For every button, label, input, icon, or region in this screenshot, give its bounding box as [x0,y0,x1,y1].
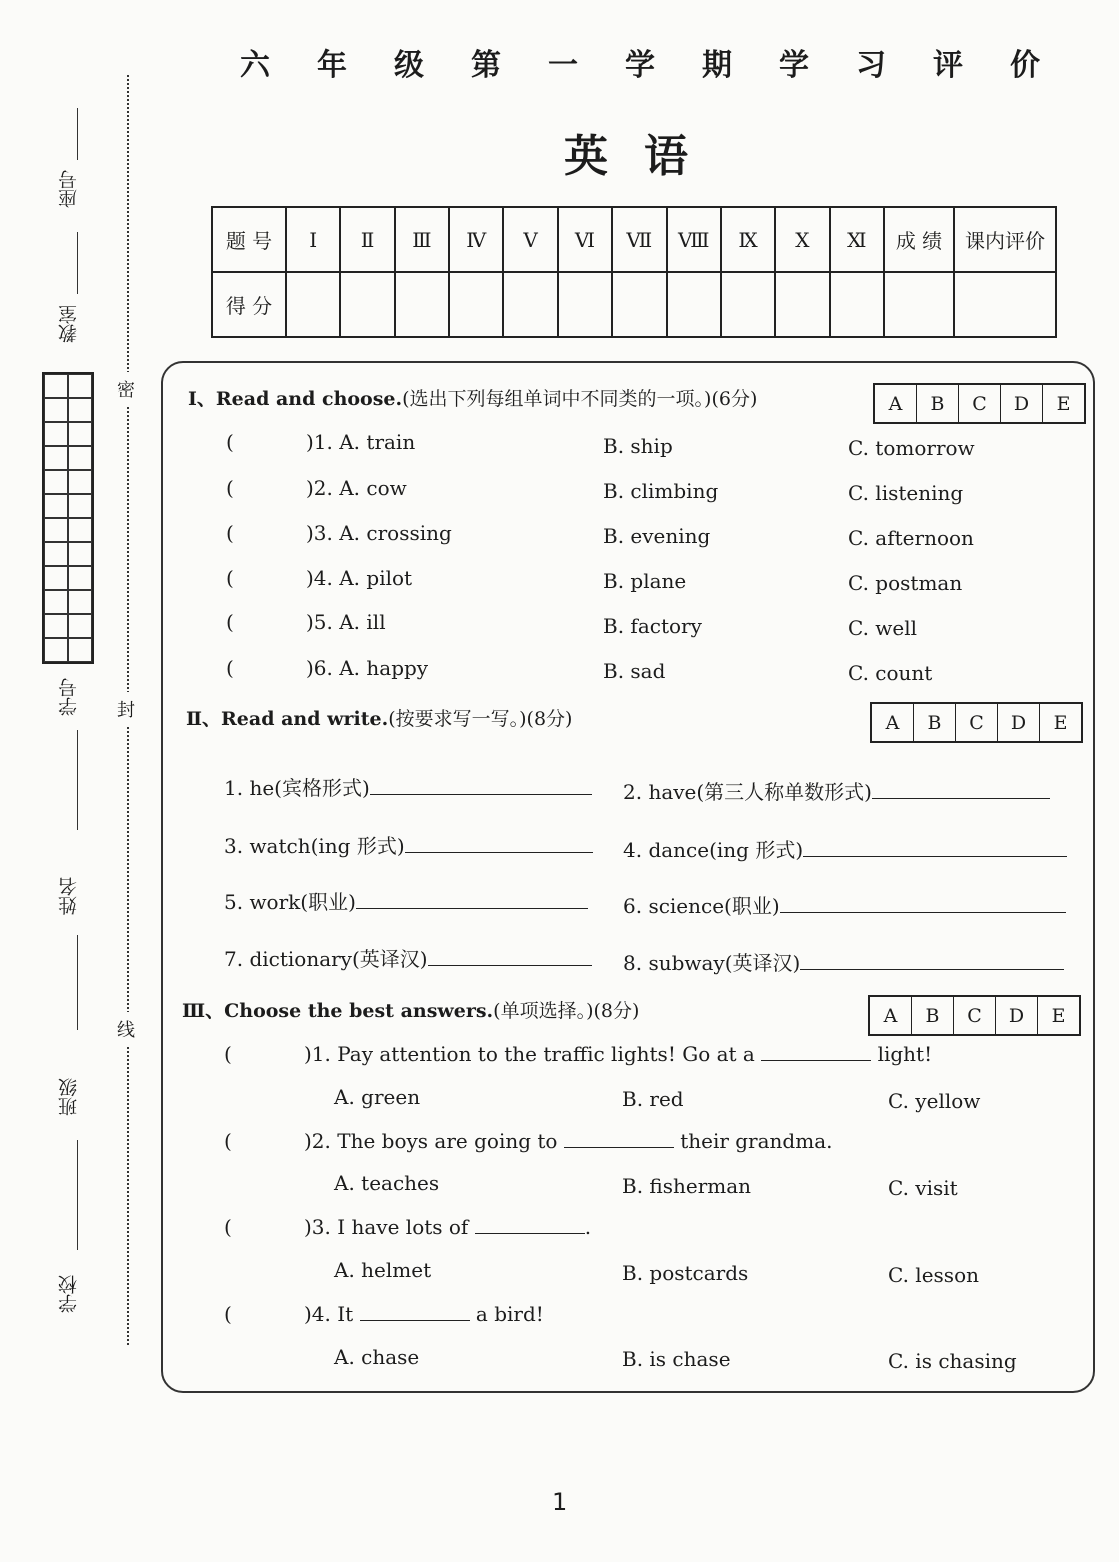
grade-d[interactable]: D [997,704,1039,741]
answer-paren[interactable]: ( [226,430,234,454]
section3-grade-boxes[interactable] [868,995,1081,1036]
score-col-header: Ⅷ [667,207,721,272]
name-field[interactable] [77,935,78,1030]
score-row-label: 题 号 [212,207,286,272]
write-prompt-text: 2. have(第三人称单数形式) [623,780,872,804]
write-answer-blank[interactable] [370,794,592,795]
mc-question [304,1129,832,1153]
mc-option-b: B. fisherman [622,1174,752,1198]
mc-question-stem: )3. I have lots of [304,1215,469,1239]
grade-d[interactable]: D [1000,385,1042,422]
item-option-c: C. listening [848,481,964,505]
mc-option-c: C. is chasing [888,1349,1017,1373]
mc-question-end: a bird! [475,1302,544,1326]
score-cell[interactable] [395,272,449,337]
answer-paren[interactable]: ( [226,656,234,680]
section1-title-en: Read and choose. [215,388,403,410]
mc-option-a: A. chase [334,1345,420,1369]
grade-a[interactable]: A [885,711,900,734]
grade-d[interactable]: D [995,997,1037,1034]
grade-c[interactable]: C [958,385,1000,422]
score-cell[interactable] [721,272,775,337]
score-cell[interactable] [503,272,557,337]
item-option-c: C. count [848,661,933,685]
score-cell[interactable] [775,272,829,337]
item-option-b: B. climbing [603,479,719,503]
item-option-b: B. sad [603,659,666,683]
mc-question-stem: )4. It [304,1302,354,1326]
score-col-header: 成 绩 [884,207,954,272]
mc-question-end: . [584,1215,592,1239]
title-char: 学 [779,48,809,83]
section1-title-cn: (选出下列每组单词中不同类的一项。)(6分) [402,388,758,410]
item-option-a: )2. A. cow [306,476,407,500]
write-prompt [224,830,593,859]
write-prompt [224,886,588,915]
item-option-c: C. afternoon [848,526,974,550]
mc-question-end: light! [877,1042,933,1066]
write-prompt [623,776,1050,805]
write-answer-blank[interactable] [872,798,1050,799]
write-prompt-text: 1. he(宾格形式) [224,776,370,800]
student-id-boxes[interactable] [42,372,94,664]
item-option-b: B. plane [603,569,687,593]
title-char: 六 [240,48,270,83]
grade-a[interactable]: A [883,1004,898,1027]
write-answer-blank[interactable] [405,852,593,853]
title-char: 期 [702,48,732,83]
item-option-c: C. postman [848,571,963,595]
mc-option-b: B. red [622,1087,684,1111]
answer-paren[interactable]: ( [226,566,234,590]
subject-title: 英语 [564,131,724,182]
score-cell[interactable] [612,272,666,337]
section2-heading [186,704,572,731]
item-option-a: )6. A. happy [306,656,429,680]
section2-grade-boxes[interactable] [870,702,1083,743]
section3-heading [182,996,639,1023]
grade-b[interactable]: B [916,385,958,422]
room-label: 教室 [58,305,80,343]
answer-paren[interactable]: ( [224,1302,232,1326]
title-char: 级 [394,48,424,83]
title-char: 学 [625,48,655,83]
score-col-header: Ⅲ [395,207,449,272]
item-option-a: )4. A. pilot [306,566,413,590]
seat-label: 座号 [58,170,80,208]
write-prompt-text: 3. watch(ing 形式) [224,834,405,858]
name-label: 姓名 [58,877,80,915]
mc-question-end: their grandma. [680,1129,833,1153]
write-answer-blank[interactable] [428,965,592,966]
score-cell[interactable] [830,272,884,337]
score-cell[interactable] [449,272,503,337]
write-answer-blank[interactable] [803,856,1067,857]
write-answer-blank[interactable] [800,969,1064,970]
grade-b[interactable]: B [913,704,955,741]
write-prompt-text: 6. science(职业) [623,894,780,918]
student-no-label: 学号 [58,678,80,716]
score-col-header: Ⅹ [775,207,829,272]
write-prompt [623,890,1066,919]
write-answer-blank[interactable] [356,908,588,909]
mc-question [304,1215,591,1239]
score-row-label: 得 分 [212,272,286,337]
mc-option-b: B. postcards [622,1261,749,1285]
school-label: 学校 [58,1275,80,1313]
seat-field[interactable] [77,108,78,160]
score-col-header: Ⅺ [830,207,884,272]
item-option-b: B. factory [603,614,702,638]
grade-a[interactable]: A [888,392,903,415]
grade-c[interactable]: C [953,997,995,1034]
section3-num: Ⅲ、 [182,1000,225,1022]
mc-question-stem: )2. The boys are going to [304,1129,558,1153]
score-col-header: Ⅸ [721,207,775,272]
score-table [211,206,1057,338]
mc-blank [360,1320,470,1321]
grade-e[interactable]: E [1039,704,1081,741]
write-prompt [623,947,1064,976]
class-field[interactable] [77,1140,78,1250]
mc-question [304,1042,932,1066]
item-option-a: )3. A. crossing [306,521,452,545]
student-no-field[interactable] [77,730,78,830]
score-col-header: Ⅰ [286,207,340,272]
write-answer-blank[interactable] [780,912,1066,913]
title-char: 第 [471,48,501,83]
write-prompt-text: 4. dance(ing 形式) [623,838,804,862]
title-char: 习 [856,48,886,83]
item-option-c: C. tomorrow [848,436,975,460]
room-field[interactable] [77,232,78,294]
score-cell[interactable] [286,272,340,337]
answer-paren[interactable]: ( [226,610,234,634]
score-cell[interactable] [558,272,612,337]
score-col-header: Ⅴ [503,207,557,272]
mc-option-a: A. helmet [334,1258,432,1282]
grade-c[interactable]: C [955,704,997,741]
title-char: 评 [933,48,963,83]
seal-mi: 密 [117,372,135,406]
write-prompt-text: 7. dictionary(英译汉) [224,947,428,971]
seal-xian: 线 [117,1012,135,1046]
mc-option-a: A. teaches [334,1171,440,1195]
section2-title-en: Read and write. [221,708,389,730]
section2-num: Ⅱ、 [186,708,222,730]
grade-e[interactable]: E [1037,997,1079,1034]
answer-paren[interactable]: ( [224,1129,232,1153]
answer-paren[interactable]: ( [224,1042,232,1066]
answer-paren[interactable]: ( [226,476,234,500]
section3-title-cn: (单项选择。)(8分) [493,1000,640,1022]
mc-question [304,1302,544,1326]
write-prompt [224,943,592,972]
score-cell[interactable] [667,272,721,337]
write-prompt-text: 5. work(职业) [224,890,356,914]
score-col-header: Ⅵ [558,207,612,272]
score-col-header: Ⅶ [612,207,666,272]
grade-e[interactable]: E [1042,385,1084,422]
score-cell[interactable] [884,272,954,337]
mc-option-c: C. visit [888,1176,958,1200]
title-char: 年 [317,48,347,83]
score-cell[interactable] [954,272,1056,337]
title-char: 价 [1010,48,1040,83]
seal-feng: 封 [117,692,135,726]
mc-blank [564,1147,674,1148]
title-char: 一 [548,48,578,83]
write-prompt-text: 8. subway(英译汉) [623,951,801,975]
mc-option-c: C. yellow [888,1089,981,1113]
mc-question-stem: )1. Pay attention to the traffic lights! Go at a [304,1042,755,1066]
item-option-c: C. well [848,616,918,640]
grade-b[interactable]: B [911,997,953,1034]
item-option-b: B. ship [603,434,673,458]
score-header-row [212,207,1056,272]
score-cell[interactable] [340,272,394,337]
mc-blank [475,1233,585,1234]
write-prompt [224,772,592,801]
score-value-row [212,272,1056,337]
section3-title-en: Choose the best answers. [224,1000,494,1022]
section1-grade-boxes[interactable] [873,383,1086,424]
score-col-header: Ⅳ [449,207,503,272]
exam-title [240,40,1040,84]
item-option-a: )1. A. train [306,430,416,454]
mc-option-c: C. lesson [888,1263,979,1287]
mc-option-b: B. is chase [622,1347,731,1371]
answer-paren[interactable]: ( [224,1215,232,1239]
page-number: 1 [552,1488,568,1516]
mc-option-a: A. green [334,1085,421,1109]
score-col-header: 课内评价 [954,207,1056,272]
questions-frame [161,361,1095,1393]
section1-heading [188,384,757,411]
mc-blank [761,1060,871,1061]
class-label: 班级 [58,1078,80,1116]
item-option-b: B. evening [603,524,711,548]
write-prompt [623,834,1067,863]
score-col-header: Ⅱ [340,207,394,272]
answer-paren[interactable]: ( [226,521,234,545]
item-option-a: )5. A. ill [306,610,386,634]
section1-num: Ⅰ、 [188,388,216,410]
section2-title-cn: (按要求写一写。)(8分) [388,708,573,730]
